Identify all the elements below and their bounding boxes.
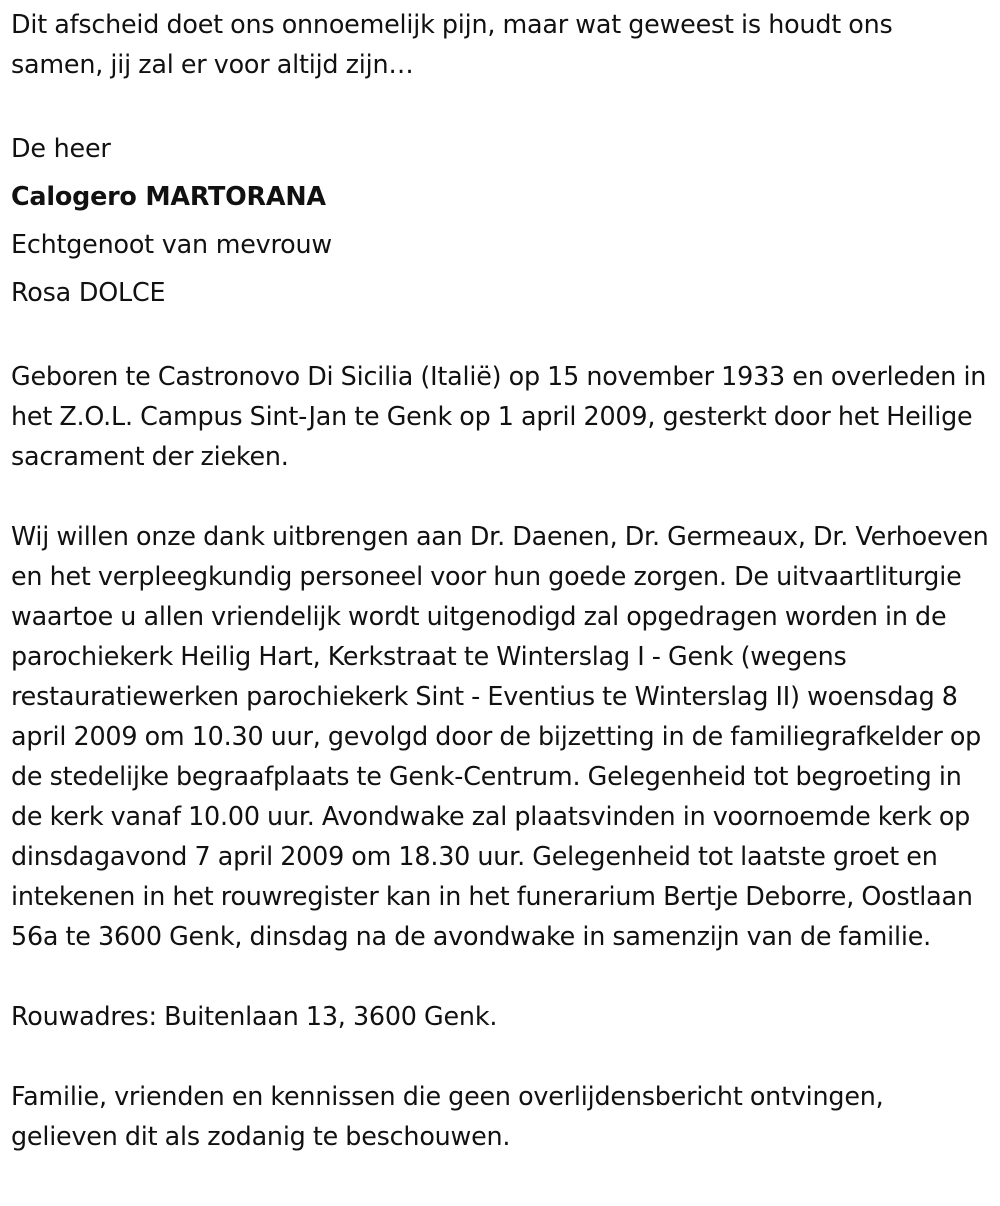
deceased-name: Calogero MARTORANA [11,181,326,211]
relation-text: Echtgenoot van mevrouw [11,229,332,259]
spacer [11,1036,990,1076]
closing-paragraph: Familie, vrienden en kennissen die geen overlijdensbericht ontvingen, gelieven dit als zodanig te beschouwen. [11,1081,884,1151]
opening-text: Dit afscheid doet ons onnoemelijk pijn, maar wat geweest is houdt ons samen, jij zal er voor altijd zijn… [11,9,893,79]
mourning-address: Rouwadres: Buitenlaan 13, 3600 Genk. [11,1001,498,1031]
spacer [11,316,990,356]
salutation: De heer [11,133,111,163]
funeral-details-paragraph: Wij willen onze dank uitbrengen aan Dr. Daenen, Dr. Germeaux, Dr. Verhoeven en het verpleegkundig personeel voor hun goede zorgen. De uitvaartliturgie waartoe u allen vriendelijk wordt uitgenodigd zal opgedragen worden in de parochiekerk Heilig Hart, Kerkstraat te Winterslag I - Genk (wegens restauratiewerken parochiekerk Sint - Eventius te Winterslag II) woensdag 8 april 2009 om 10.30 uur, gevolgd door de bijzetting in de familiegrafkelder op de stedelijke begraafplaats te Genk-Centrum. Gelegenheid tot begroeting in de kerk vanaf 10.00 uur. Avondwake zal plaatsvinden in voornoemde kerk op dinsdagavond 7 april 2009 om 18.30 uur. Gelegenheid tot laatste groet en intekenen in het rouwregister kan in het funerarium Bertje Deborre, Oostlaan 56a te 3600 Genk, dinsdag na de avondwake in samenzijn van de familie. [11,521,989,951]
spacer [11,476,990,516]
spouse-name: Rosa DOLCE [11,277,166,307]
birth-death-paragraph: Geboren te Castronovo Di Sicilia (Italië) op 15 november 1933 en overleden in het Z.O.L. Campus Sint-Jan te Genk op 1 april 2009, gesterkt door het Heilige sacrament der zieken. [11,361,987,471]
spacer [11,84,990,124]
spacer [11,956,990,996]
